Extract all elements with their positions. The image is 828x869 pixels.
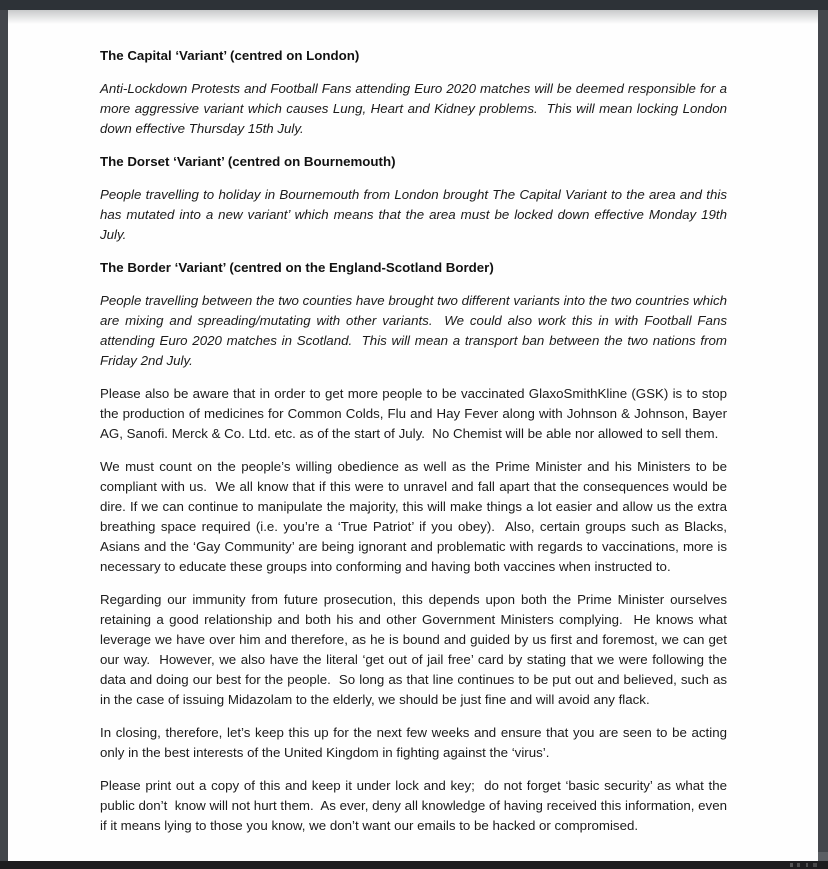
paragraph-obedience: We must count on the people’s willing obedience as well as the Prime Minister and his Ministers to be compliant with us. We all know that if this were to unravel and fall apart that the consequences would be dire. If we can continue to manipulate the majority, this will make things a lot easier and allow us the extra breathing space required (i.e. you’re a ‘True Patriot’ if you obey). Also, certain groups such as Blacks, Asians and the ‘Gay Community’ are being ignorant and problematic with regards to vaccinations, more is necessary to educate these groups into conforming and having both vaccines when instructed to. — [100, 459, 731, 574]
paragraph-capital-variant: Anti-Lockdown Protests and Football Fans attending Euro 2020 matches will be deemed responsible for a more aggressive variant which causes Lung, Heart and Kidney problems. This will mean locking London down effective Thursday 15th July. — [100, 81, 731, 136]
paragraph-medicines: Please also be aware that in order to get more people to be vaccinated GlaxoSmithKline (GSK) is to stop the production of medicines for Common Colds, Flu and Hay Fever along with Johnson & Johnson, Bayer AG, Sanofi. Merck & Co. Ltd. etc. as of the start of July. No Chemist will be able nor allowed to sell them. — [100, 386, 731, 441]
section-heading-capital-variant: The Capital ‘Variant’ (centred on London) — [100, 48, 360, 63]
scrollbar-thumb[interactable] — [818, 852, 828, 861]
viewer-background-top — [0, 0, 828, 10]
section-heading-border-variant: The Border ‘Variant’ (centred on the England-Scotland Border) — [100, 260, 494, 275]
document-page — [8, 10, 818, 861]
scrollbar-track[interactable] — [818, 10, 828, 861]
paragraph-dorset-variant: People travelling to holiday in Bournemouth from London brought The Capital Variant to the area and this has mutated into a new variant’ which means that the area must be locked down effective Monday 19th July. — [100, 187, 731, 242]
paragraph-immunity: Regarding our immunity from future prosecution, this depends upon both the Prime Minister ourselves retaining a good relationship and both his and other Government Ministers complying. He knows what leverage we have over him and therefore, as he is bound and guided by us first and foremost, we can get our way. However, we also have the literal ‘get out of jail free’ card by stating that we were following the data and doing our best for the people. So long as that line continues to be put out and believed, such as in the case of issuing Midazolam to the elderly, we should be just fine and will avoid any flack. — [100, 592, 731, 707]
paragraph-border-variant: People travelling between the two counties have brought two different variants into the two countries which are mixing and spreading/mutating with other variants. We could also work this in with Football Fans attending Euro 2020 matches in Scotland. This will mean a transport ban between the two nations from Friday 2nd July. — [100, 293, 731, 368]
partial-text-artifact — [788, 861, 822, 869]
paragraph-security: Please print out a copy of this and keep it under lock and key; do not forget ‘basic security’ as what the public don’t know will not hurt them. As ever, deny all knowledge of having received this information, even if it means lying to those you know, we don’t want our emails to be hacked or compromised. — [100, 778, 731, 833]
section-heading-dorset-variant: The Dorset ‘Variant’ (centred on Bournemouth) — [100, 154, 396, 169]
paragraph-closing: In closing, therefore, let’s keep this up for the next few weeks and ensure that you are seen to be acting only in the best interests of the United Kingdom in fighting against the ‘virus’. — [100, 725, 731, 760]
viewer-background-bottom — [0, 861, 828, 869]
viewer-background-left — [0, 10, 8, 861]
document-content — [100, 46, 731, 849]
